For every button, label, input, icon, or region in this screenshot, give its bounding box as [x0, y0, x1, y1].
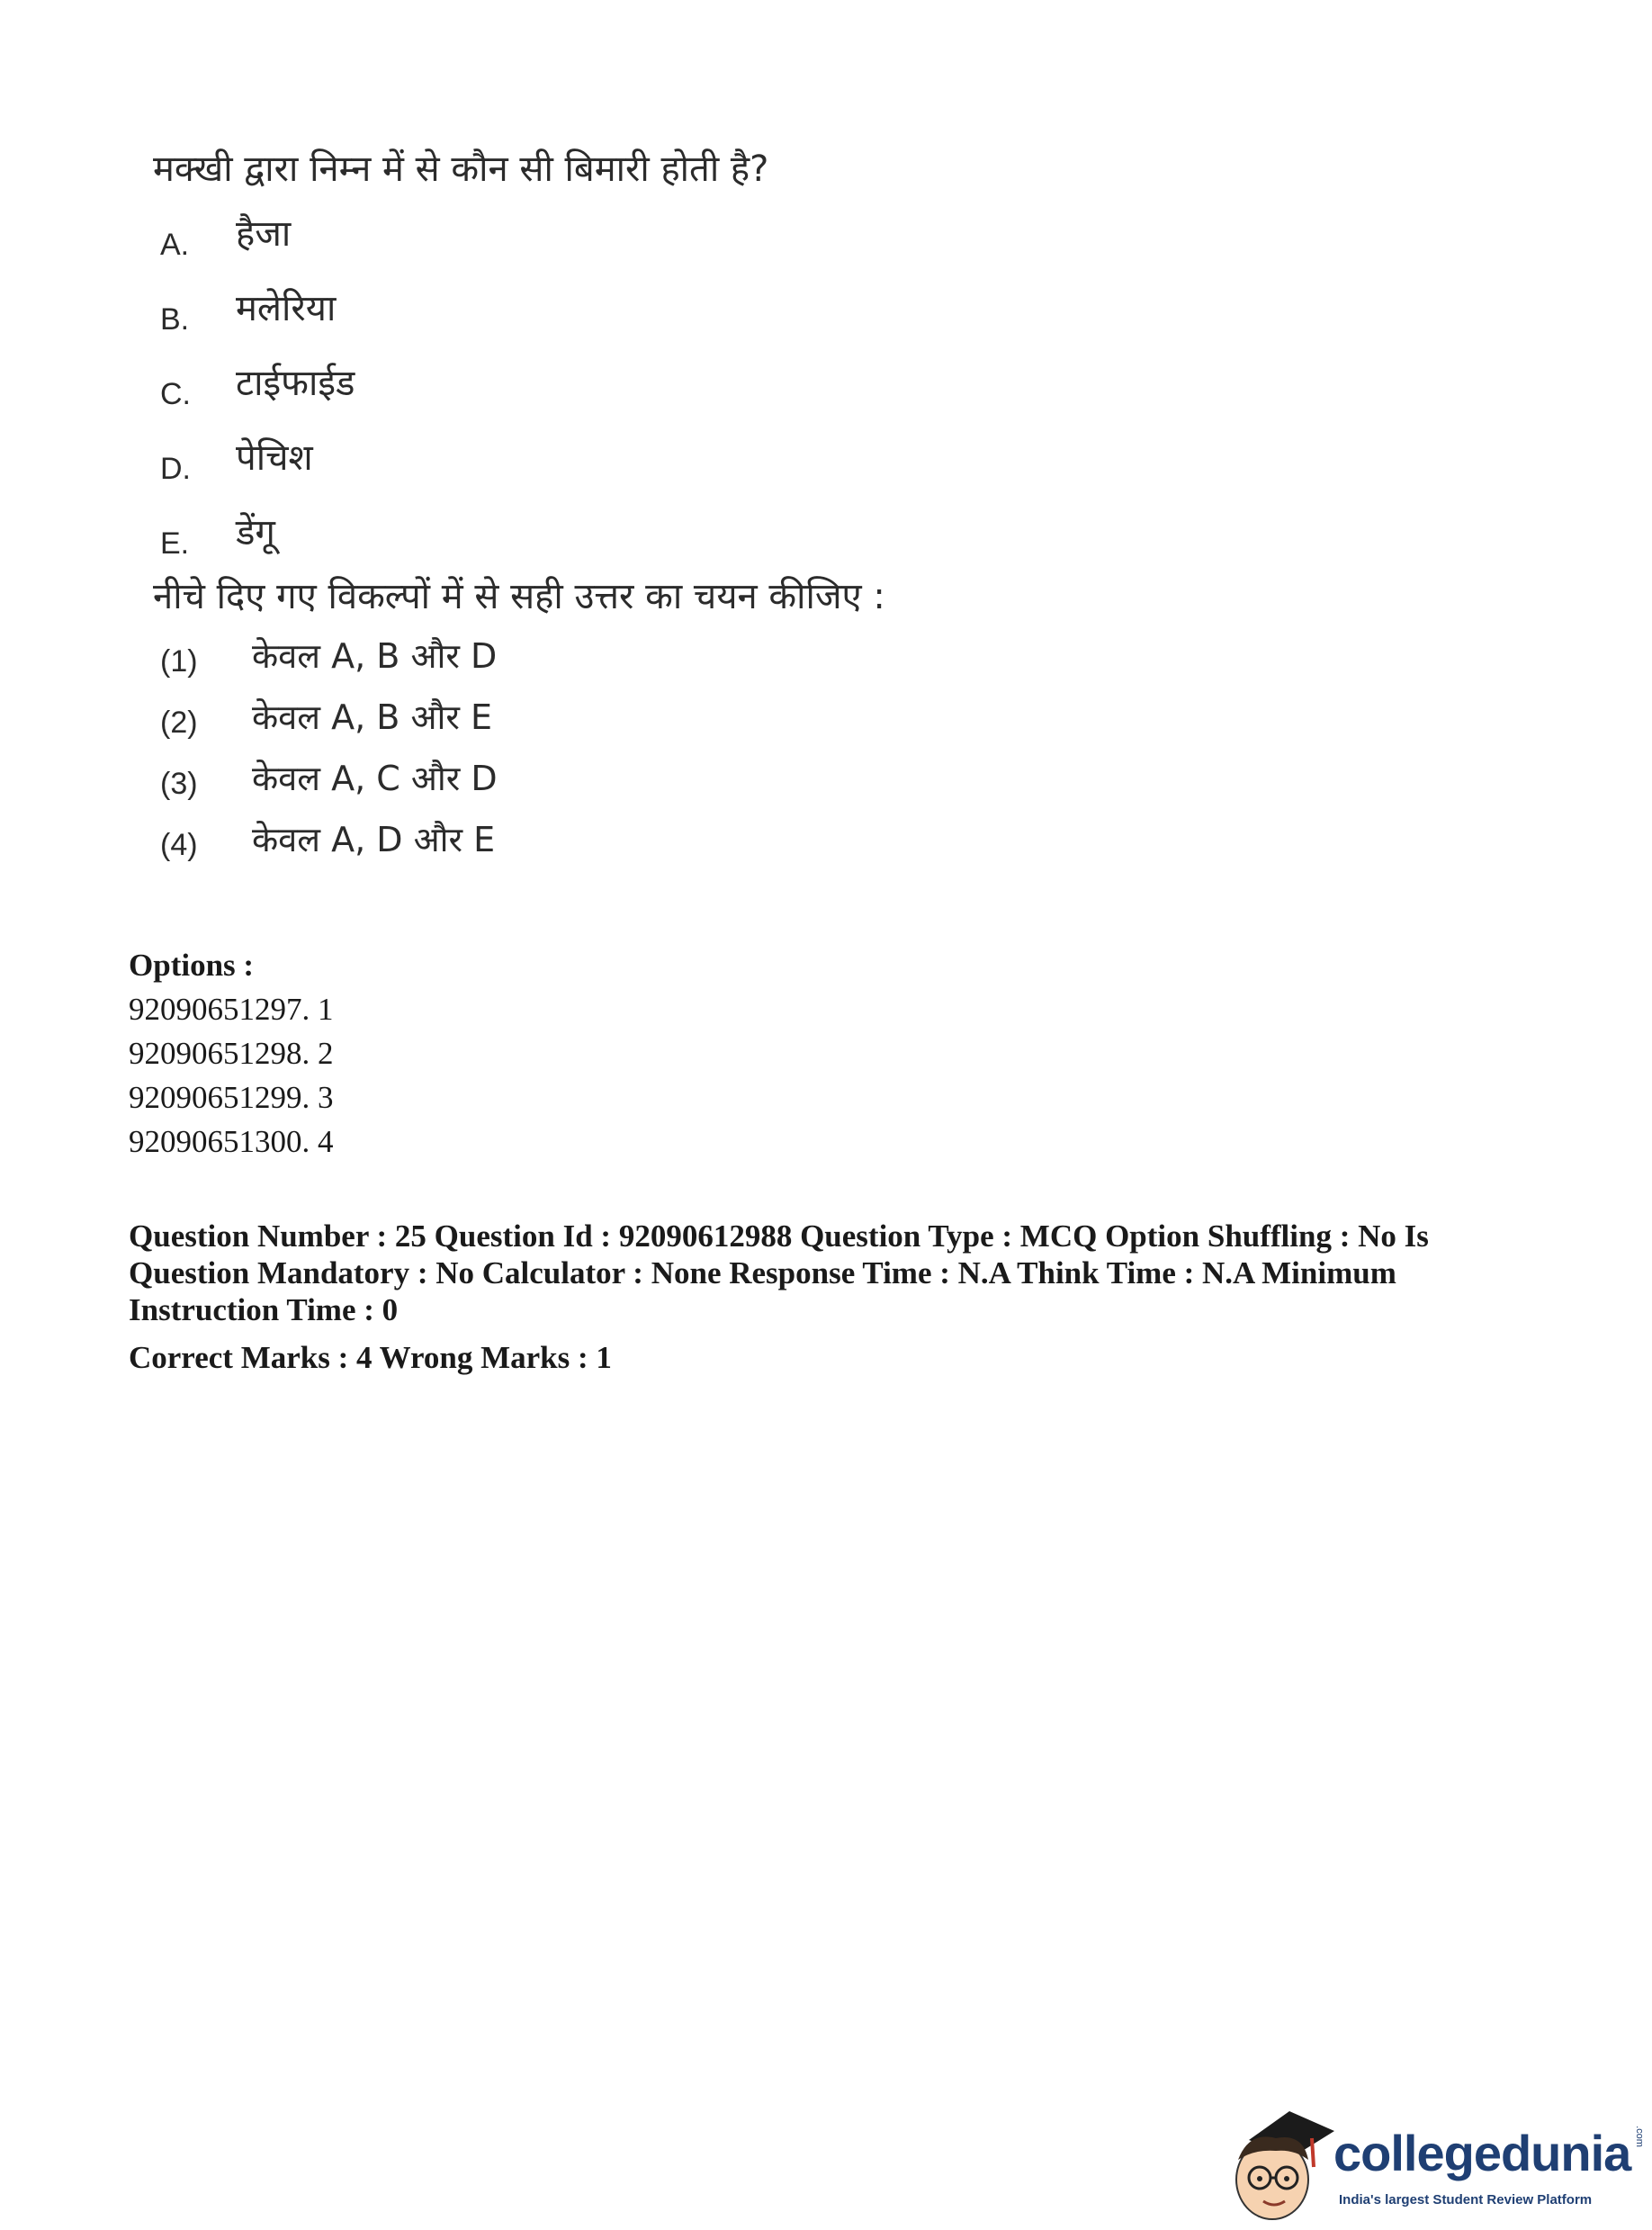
choice-2 [153, 692, 963, 753]
statement-label: D. [160, 452, 191, 486]
brand-suffix: .com [1633, 2126, 1645, 2147]
statement-d [153, 427, 963, 502]
question-info: Question Number : 25 Question Id : 92090612988 Question Type : MCQ Option Shuffling : No Is Question Mandatory : No Calculator : None Response Time : N.A Think Time : N.A Minimum Instruction Time : 0 [129, 1218, 1429, 1327]
choice-text: केवल A, B और E [252, 697, 492, 737]
option-item: 92090651299. 3 [129, 1080, 334, 1115]
choice-number: (3) [160, 767, 198, 801]
statement-text: पेचिश [236, 437, 313, 479]
brand-tagline: India's largest Student Review Platform [1339, 2192, 1593, 2208]
choice-number: (1) [160, 644, 198, 679]
instruction-text: नीचे दिए गए विकल्पों में से सही उत्तर का चयन कीजिए : [153, 576, 885, 617]
statement-text: मलेरिया [236, 288, 337, 329]
statement-b [153, 278, 963, 353]
choice-text: केवल A, C और D [252, 759, 498, 798]
statement-label: B. [160, 302, 190, 337]
question-text: मक्खी द्वारा निम्न में से कौन सी बिमारी होती है? [153, 148, 769, 190]
statement-text: टाईफाईड [236, 363, 355, 404]
choice-number: (2) [160, 706, 198, 740]
statement-label: E. [160, 526, 190, 561]
question-meta [129, 943, 1532, 1380]
statement-c [153, 353, 963, 427]
choice-3 [153, 753, 963, 814]
marks-info: Correct Marks : 4 Wrong Marks : 1 [129, 1340, 612, 1375]
statement-a [153, 203, 963, 278]
choice-4 [153, 814, 963, 876]
statement-text: डेंगू [236, 512, 275, 553]
choice-number: (4) [160, 828, 198, 862]
option-item: 92090651300. 4 [129, 1124, 334, 1159]
statement-text: हैजा [236, 213, 292, 255]
collegedunia-logo [1222, 2104, 1645, 2230]
statement-label: A. [160, 228, 190, 262]
statement-label: C. [160, 377, 191, 411]
choice-text: केवल A, D और E [252, 820, 496, 859]
statement-e [153, 502, 963, 577]
options-heading: Options : [129, 948, 255, 983]
option-item: 92090651298. 2 [129, 1036, 334, 1071]
choice-text: केवल A, B और D [252, 636, 498, 676]
brand-name: collegedunia [1333, 2125, 1631, 2181]
mascot-icon [1222, 2104, 1339, 2230]
option-item: 92090651297. 1 [129, 992, 334, 1027]
question-image [153, 144, 963, 876]
choice-1 [153, 631, 963, 692]
